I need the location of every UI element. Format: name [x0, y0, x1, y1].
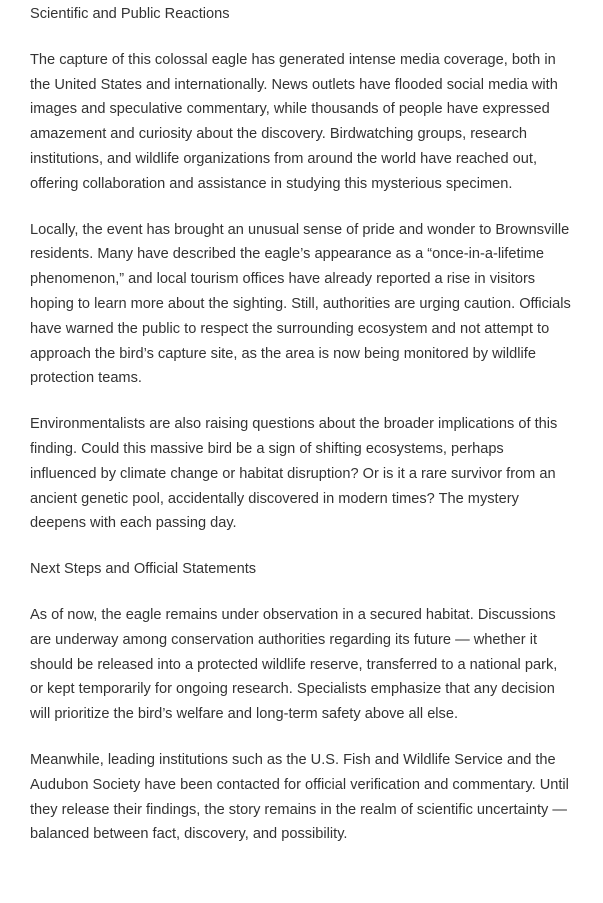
section-heading-reactions: Scientific and Public Reactions [30, 6, 230, 22]
paragraph-media-coverage: The capture of this colossal eagle has generated intense media coverage, both in the United States and internationally. News outlets have flooded social media with images and speculative commentary, while thousands of people have expressed amazement and curiosity about the discovery. Birdwatching groups, research institutions, and wildlife organizations from around the world have reached out, offering collaboration and assistance in studying this mysterious specimen. [30, 51, 558, 192]
paragraph-local-reaction: Locally, the event has brought an unusual sense of pride and wonder to Brownsville residents. Many have described the eagle’s appearance as a “once-in-a-lifetime phenomenon,” and local tourism offices have already reported a rise in visitors hoping to learn more about the sighting. Still, authorities are urging caution. Officials have warned the public to respect the surrounding ecosystem and not attempt to approach the bird’s capture site, as the area is now being monitored by wildlife protection teams. [30, 221, 571, 387]
section-heading-next-steps: Next Steps and Official Statements [30, 561, 257, 578]
paragraph-observation-status: As of now, the eagle remains under observation in a secured habitat. Discussions are underway among conservation authorities regarding its future — whether it should be released into a protected wildlife reserve, transferred to a national park, or kept temporarily for ongoing research. Specialists emphasize that any decision will prioritize the bird’s welfare and long-term safety above all else. [30, 606, 558, 723]
paragraph-environmental-questions: Environmentalists are also raising questions about the broader implications of this finding. Could this massive bird be a sign of shifting ecosystems, perhaps influenced by climate change or habitat disruption? Or is it a rare survivor from an ancient genetic pool, accidentally discovered in modern times? The mystery deepens with each passing day. [30, 416, 558, 532]
paragraph-official-verification: Meanwhile, leading institutions such as the U.S. Fish and Wildlife Service and the Audubon Society have been contacted for official verification and commentary. Until they release their findings, the story remains in the realm of scientific uncertainty — balanced between fact, discovery, and possibility. [30, 751, 569, 843]
